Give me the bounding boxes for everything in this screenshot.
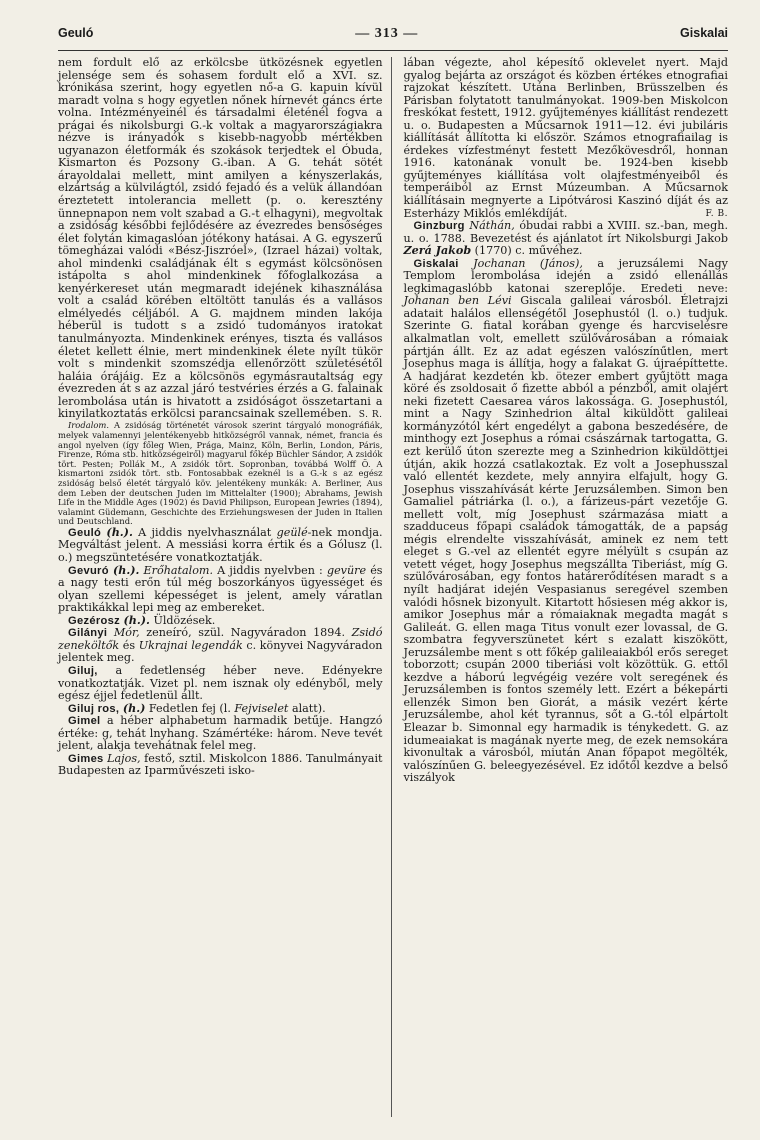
- running-head: [58, 26, 728, 48]
- author-signature: S. R.: [358, 409, 383, 420]
- headword: Gimes: [68, 752, 104, 765]
- entry-gilanyi: Gilányi Mór, zeneíró, szül. Nagyváradon 1894. Zsidó zeneköltők és Ukrajnai legendák c. könyvei Nagyváradon jelentek meg.: [58, 626, 383, 665]
- two-column-body: [58, 57, 728, 1117]
- entry-gezerosz: Gezérosz (h.). Üldözések.: [68, 613, 216, 627]
- left-column: [58, 57, 392, 1117]
- headword: Gimel: [68, 715, 101, 728]
- entry-gimes: Gimes Lajos, festő, sztil. Miskolcon 1886. Tanulmányait Budapesten az Iparművészeti isko-: [58, 751, 383, 778]
- entry-giluj-ros: Giluj ros, (h.) Fedetlen fej (l. Fejviselet alatt).: [68, 701, 326, 715]
- entry-ginzburg: Ginzburg Náthán, óbudai rabbi a XVIII. sz.-ban, megh. u. o. 1788. Bevezetést és ajánlatot írt Nikolsburgi Jakob Zerá Jakob (1770) c. művéhez.: [403, 219, 728, 258]
- headword: Geuló: [68, 526, 102, 539]
- headword: Giskalai: [413, 257, 459, 270]
- entry-gimel: Gimel a héber alphabetum harmadik betűje. Hangzó értéke: g, tehát lnyhang. Számértéke: három. Neve tevét jelent, alakja tevehátnak felel meg.: [58, 714, 383, 753]
- headword: Gezérosz: [68, 614, 120, 627]
- headword: Gilányi: [68, 627, 108, 640]
- header-rule: [58, 50, 728, 51]
- headword: Ginzburg: [413, 220, 465, 233]
- bibliography-label: Irodalom.: [68, 420, 110, 431]
- entry-gevuro: Gevuró (h.). Erőhatalom. A jiddis nyelvben : gevüre és a nagy testi erőn túl még boszorkányos ügyességet és olyan szellemi képességet is jelent, amely váratlan praktikákkal lepi meg az embereket.: [58, 563, 383, 615]
- entry-giluj: Giluj, a fedetlenség héber neve. Edényekre vonatkoztatják. Vizet pl. nem isznak oly edényből, mely egész éjjel fedetlenül állt.: [58, 663, 383, 703]
- headword: Giluj,: [68, 664, 98, 677]
- right-column: [404, 57, 729, 1117]
- headword: Giluj ros,: [68, 702, 120, 715]
- article-continuation: lában végezte, ahol képesítő oklevelet nyert. Majd gyalog bejárta az országot és közben értékes etnografiai rajzokat készített. Utána Berlinben, Brüsszelben és Párisban folytatott tanulmányokat. 1909-ben Miskolcon freskókat festett, 1912. gyűjteményes kiállítást rendezett u. o. Budapesten a Műcsarnok 1911—12. évi jubiláris kiállítását állította ki először. Számos etnografiailag is érdekes vízfestményt festett Mezőkövesdről, honnan 1916. katonának vonult be. 1924-ben kisebb gyűjteményes kiállítása volt olajfestményeiből és temperáiból az Ernst Múzeumban. A Műcsarnok kiállításain megnyerte a Lipótvárosi Kaszinó díját és az Esterházy Miklós emlékdíját. F. B.: [403, 56, 728, 220]
- bibliography: [58, 421, 383, 527]
- bibliography-text: A zsidóság történetét városok szerint tárgyaló monográfiák, melyek valamennyi jelentékenyebb hitközségről vannak, német, francia és angol nyelven (így főleg Wien, Prága, Mainz, Köln, Berlin, London, Páris, Firenze, Róma stb. hitközségeiről) magyarul főkép Büchler Sándor, A zsidók tört. Pesten; Pollák M., A zsidók tört. Sopronban, továbbá Wolff Ö. A kismartoni zsidók tört. stb. Fontosabbak ezeknél is a G.-k s az egész zsidóság belső életét tárgyaló köv. jelentékeny munkák: A. Berliner, Aus dem Leben der deutschen Juden im Mittelalter (1900); Abrahams, Jewish Life in the Middle Ages (1902) és David Philipson, European Jewries (1894), valamint Güdemann, Geschichte des Erziehungswesen der Juden in Italien und Deutschland.: [58, 420, 383, 527]
- page-number: — 313 —: [355, 26, 419, 41]
- right-guide-word: Giskalai: [680, 26, 728, 40]
- headword: Gevuró: [68, 564, 109, 577]
- entry-giskalai: Giskalai Jochanan (János), a jeruzsálemi Nagy Templom lerombolása idején a zsidó ellenállás legkimagaslóbb katonai szereplője. Eredeti neve: Johanan ben Lévi Giscala galileai városból. Életrajzi adatait halálos ellenségétől Josephustól (l. o.) tudjuk. Szerinte G. fiatal korában gyenge és harcviselésre alkalmatlan volt, emellett szülővárosában a rómaiak pártján állt. Ez az adat egészen valószínűtlen, mert Josephus maga is állítja, hogy a falakat G. újraépíttette. A hadjárat kezdetén kb. ötezer embert gyűjtött maga köré és zsoldosait ő fizette abból a pénzből, amit olajért neki fizetett Caesarea város lakossága. G. Josephustól, mint a Nagy Szinhedrion által kiküldött galileai kormányzótól kért engedélyt a gabona beszedésére, de minthogy ezt Josephus a római császárnak tartogatta, G. ezt kerülő úton szerezte meg a Szinhedrion kiküldöttjei útján, akik hozzá csatlakoztak. Ez volt a Josephusszal való ellentét kezdete, mely annyira elfajult, hogy G. Josephus visszahívását kérte Jeruzsálemben. Simon ben Gamaliel pátriárka (l. o.), a fárizeus-párt vezetője G. mellett volt, míg Josephust származása miatt a szadduceus főpapi családok támogatták, de a papság mégis elrendelte visszahívását, aminek ez nem tett eleget s G.-vel az ellentét egyre mélyült s csupán az vetett véget, hogy Josephus megszállta Tiberiást, míg G. szülővárosában, egy fontos határerődítésen maradt s a nyílt hadjárat idején Vespasianus seregével szemben valódi hősnek bizonyult. Kitartott hősiesen még akkor is, amikor Josephus már a rómaiaknak megadta magát s Galileát. G. ellen maga Titus vonult ezer lovassal, de G. szombatra fegyverszünetet kért s ezalatt kiszökött, Jeruzsálembe ment s ott főkép galileaiakból erős sereget toborzott; csupán 2000 tiberiási volt közöttük. G. ettől kezdve a háború legvégéig vezére volt seregének és Jeruzsálemben is fontos személy lett. Ezért a békepárti ellenzék Simon ben Giorát, a másik vezért kérte Jeruzsálembe, ahol két tyrannus, sőt a G.-tól elpártolt Eleazar b. Simonnal egy harmadik is ténykedett. G. az idumeaiakat is magának nyerte meg, de ezek nemsokára kivonultak a városból, miután Anan főpapot megölték, valószínűen G. beleegyezésével. Ez időtől kezdve a belső viszályok: [403, 256, 729, 785]
- entry-geulo: Geuló (h.). A jiddis nyelvhasználat geülé-nek mondja. Megváltást jelent. A messiási korra értik és a Gólusz (l. o.) megszüntetésére vonatkoztatják.: [58, 525, 383, 565]
- author-signature: F. B.: [705, 208, 728, 219]
- left-guide-word: Geuló: [58, 26, 94, 40]
- article-continuation: nem fordult elő az erkölcsbe ütközésnek egyetlen jelensége sem és sohasem fordult elő a XVI. sz. krónikása szerint, hogy egyetlen nő-a G. kapuin kívül maradt volna s hogy egyetlen nőnek hírnevét gáncs érte volna. Intézményeinél és társadalmi életénél fogva a prágai és nikolsburgi G.-k voltak a magyarországiakra nézve is irányadók s kisebb-nagyobb mértékben ugyanazon életformák és szokások terjedtek el Óbuda, Kismarton és Pozsony G.-iban. A G. tehát sötét árayoldalai mellett, mint amilyen a kényszerlakás, elzártság a külvilágtól, zsidó fejadó és a velük állandóan éreztetett intolerancia mellett (p. o. keresztény ünnepnapon nem volt szabad a G.-t elhagyni), megvoltak a zsidóság későbbi fejlődésére az évezredes bensőséges élet folytán kimagaslóan jótékony hatásai. A G. egyszerű tömegházai valódi «Bész-Jiszróel», (Izrael házai) voltak, ahol mindenki családjának élt s egymást kölcsönösen istápolta s ahol mindenkinek főfoglalkozása a kenyérkereset után megmaradt idejének kihasználása volt a család körében eltöltött tanulás és a vallásos elmélyedés céljából. A G. majdnem minden lakója héberül is tudott s a zsidó tudományos iratokat tanulmányozta. Mindenkinek erényes, tiszta és vallásos életet kellett élnie, mert mindenkinek élete nyílt tükör volt s mindenkit szomszédja ellenőrzött születésétől haláia órájáig. Ez a kölcsönös egymásrautaltság egy évezreden át s az azzal járó testvéries érzés a G. falainak lerombolása után is hivatott a zsidóságot összetartani a kinyilatkoztatás erkölcsi parancsainak szellemében.: [58, 56, 383, 421]
